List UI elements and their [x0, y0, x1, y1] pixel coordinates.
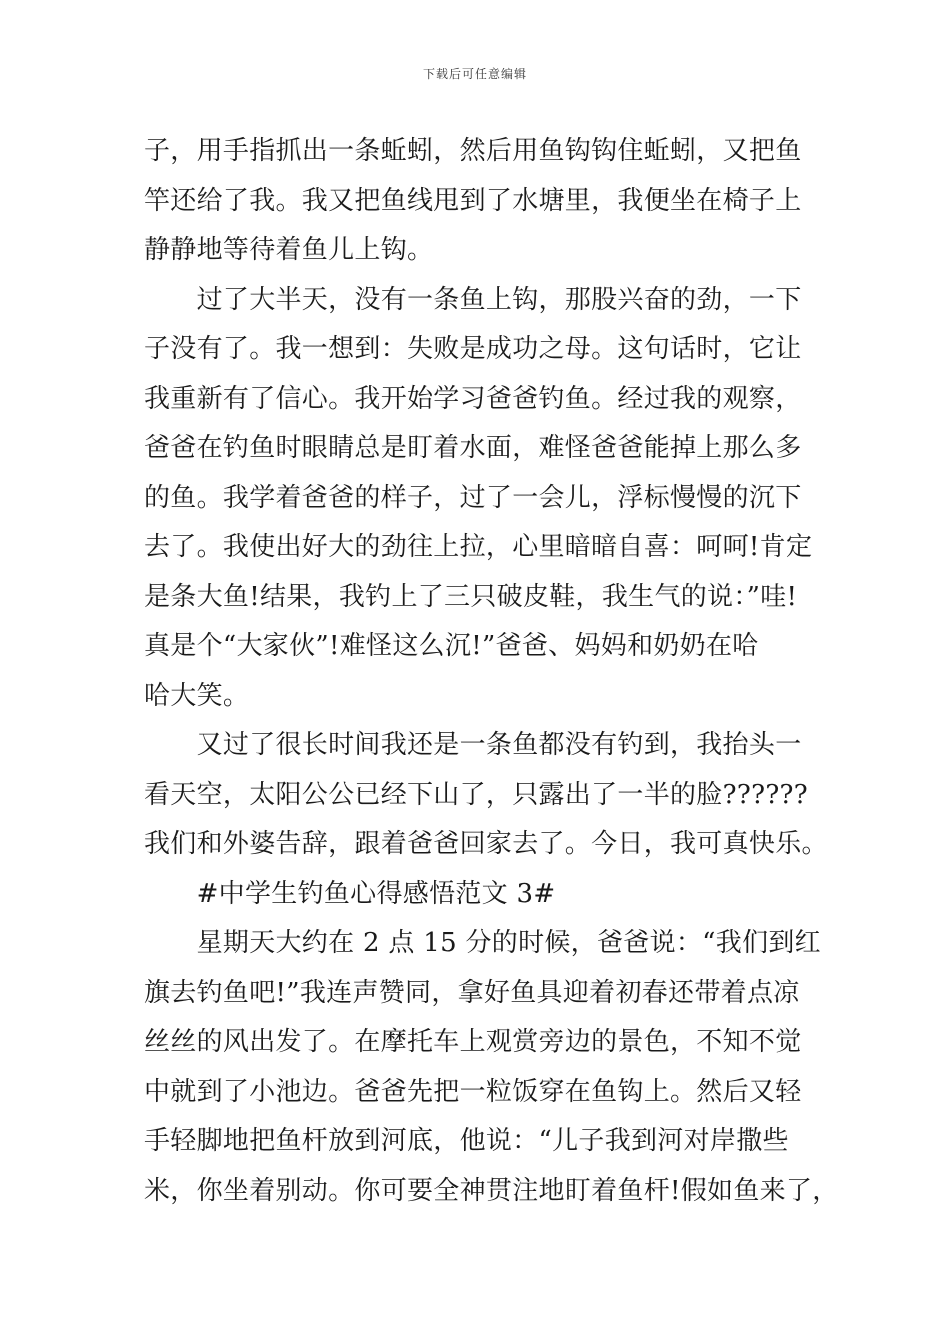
page-header: 下载后可任意编辑	[422, 67, 527, 81]
text-line: 真是个“大家伙”!难怪这么沉!”爸爸、妈妈和奶奶在哈	[144, 631, 759, 661]
text-line: 丝丝的风出发了。在摩托车上观赏旁边的景色，不知不觉	[144, 1027, 802, 1057]
text-line: 看天空，太阳公公已经下山了，只露出了一半的脸??????	[144, 779, 809, 810]
text-line: 静静地等待着鱼儿上钩。	[144, 235, 434, 265]
text-line: 中就到了小池边。爸爸先把一粒饭穿在鱼钩上。然后又轻	[144, 1076, 802, 1107]
text-line: 子，用手指抓出一条蚯蚓，然后用鱼钩钩住蚯蚓，又把鱼	[144, 136, 802, 166]
text-line: 过了大半天，没有一条鱼上钩，那股兴奋的劲，一下	[144, 284, 802, 315]
text-line: 的鱼。我学着爸爸的样子，过了一会儿，浮标慢慢的沉下	[144, 482, 802, 513]
text-line: 竿还给了我。我又把鱼线甩到了水塘里，我便坐在椅子上	[144, 185, 802, 216]
text-line: 我重新有了信心。我开始学习爸爸钓鱼。经过我的观察，	[144, 383, 802, 414]
text-line: 手轻脚地把鱼杆放到河底，他说：“儿子我到河对岸撒些	[144, 1126, 789, 1156]
text-line: 米，你坐着别动。你可要全神贯注地盯着鱼杆!假如鱼来了，	[144, 1175, 839, 1206]
text-line: 哈大笑。	[144, 680, 250, 711]
text-line: 子没有了。我一想到：失败是成功之母。这句话时，它让	[144, 334, 802, 364]
text-line: 去了。我使出好大的劲往上拉，心里暗暗自喜：呵呵!肯定	[144, 532, 813, 562]
text-line: 又过了很长时间我还是一条鱼都没有钓到，我抬头一	[144, 730, 802, 760]
text-line: 爸爸在钓鱼时眼睛总是盯着水面，难怪爸爸能掉上那么多	[144, 433, 802, 463]
text-line: 旗去钓鱼吧!”我连声赞同，拿好鱼具迎着初春还带着点凉	[144, 977, 800, 1008]
text-line: 星期天大约在 2 点 15 分的时候，爸爸说：“我们到红	[144, 928, 821, 958]
text-line: 我们和外婆告辞，跟着爸爸回家去了。今日，我可真快乐。	[144, 829, 828, 859]
document-body	[144, 127, 839, 1216]
text-line: 是条大鱼!结果，我钓上了三只破皮鞋，我生气的说：”哇!	[144, 581, 798, 612]
section-heading: #中学生钓鱼心得感悟范文 3#	[144, 878, 556, 909]
